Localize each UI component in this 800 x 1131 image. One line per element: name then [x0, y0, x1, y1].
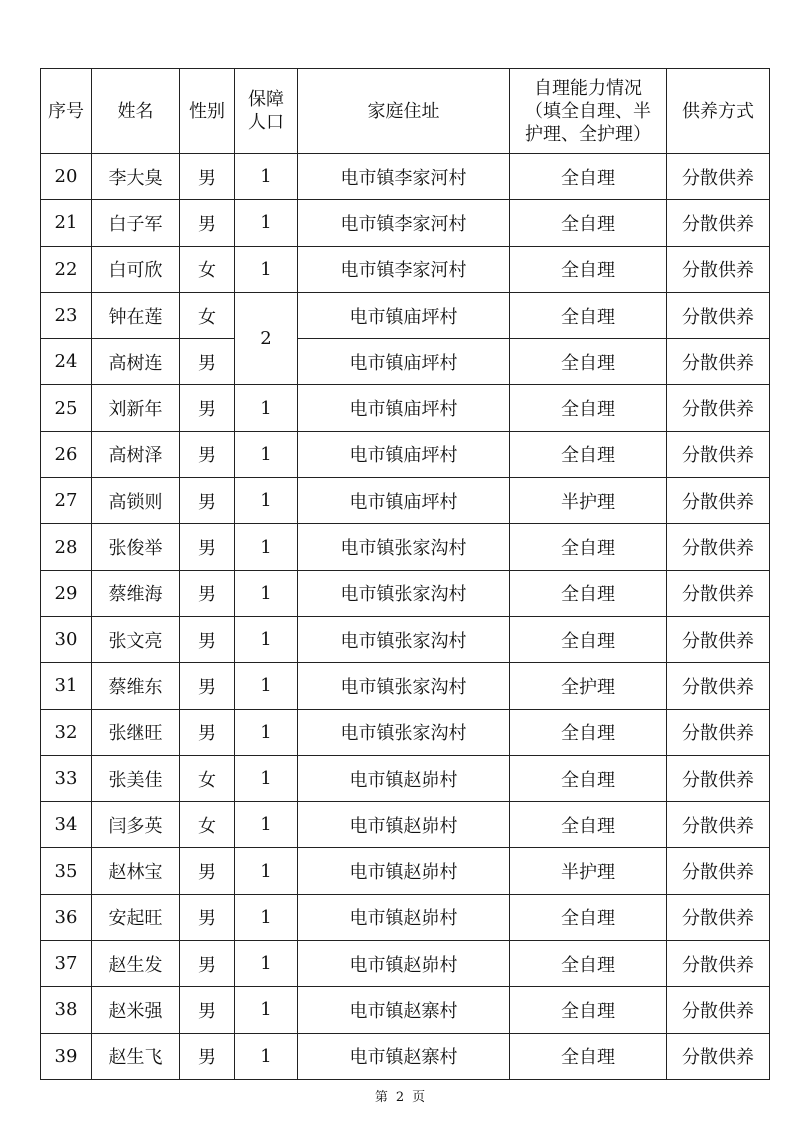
header-name: 姓名	[92, 69, 180, 154]
cell-population: 1	[235, 154, 298, 200]
cell-ability: 全自理	[510, 616, 667, 662]
cell-seq: 25	[41, 385, 92, 431]
cell-seq: 27	[41, 478, 92, 524]
cell-seq: 24	[41, 339, 92, 385]
cell-address: 电市镇赵寨村	[298, 1033, 510, 1079]
cell-name: 赵生飞	[92, 1033, 180, 1079]
cell-name: 张继旺	[92, 709, 180, 755]
cell-population: 1	[235, 570, 298, 616]
cell-gender: 男	[180, 200, 235, 246]
cell-seq: 31	[41, 663, 92, 709]
cell-name: 赵生发	[92, 941, 180, 987]
cell-name: 李大臭	[92, 154, 180, 200]
cell-population: 1	[235, 478, 298, 524]
header-support: 供养方式	[667, 69, 770, 154]
cell-ability: 全自理	[510, 987, 667, 1033]
cell-seq: 34	[41, 802, 92, 848]
cell-ability: 全自理	[510, 570, 667, 616]
header-population-line: 保障	[248, 89, 284, 110]
cell-support: 分散供养	[667, 154, 770, 200]
header-ability-line: 自理能力情况	[534, 77, 642, 99]
cell-support: 分散供养	[667, 524, 770, 570]
table-row	[41, 339, 770, 385]
cell-ability: 半护理	[510, 848, 667, 894]
table-row	[41, 154, 770, 200]
cell-gender: 女	[180, 292, 235, 338]
cell-seq: 28	[41, 524, 92, 570]
header-ability-line: （填全自理、半	[525, 100, 651, 122]
table-row	[41, 941, 770, 987]
cell-population: 1	[235, 616, 298, 662]
cell-support: 分散供养	[667, 1033, 770, 1079]
cell-name: 安起旺	[92, 894, 180, 940]
cell-population: 1	[235, 894, 298, 940]
cell-gender: 女	[180, 246, 235, 292]
cell-ability: 全自理	[510, 292, 667, 338]
cell-name: 闫多英	[92, 802, 180, 848]
cell-ability: 全自理	[510, 802, 667, 848]
page-number	[0, 1086, 800, 1105]
cell-name: 赵米强	[92, 987, 180, 1033]
cell-gender: 女	[180, 755, 235, 801]
cell-ability: 全自理	[510, 894, 667, 940]
cell-gender: 男	[180, 339, 235, 385]
cell-address: 电市镇李家河村	[298, 246, 510, 292]
cell-seq: 32	[41, 709, 92, 755]
cell-address: 电市镇赵寨村	[298, 987, 510, 1033]
cell-gender: 男	[180, 570, 235, 616]
cell-name: 蔡维海	[92, 570, 180, 616]
cell-seq: 29	[41, 570, 92, 616]
cell-name: 张文亮	[92, 616, 180, 662]
cell-support: 分散供养	[667, 709, 770, 755]
cell-name: 高锁则	[92, 478, 180, 524]
cell-ability: 全护理	[510, 663, 667, 709]
cell-address: 电市镇李家河村	[298, 154, 510, 200]
cell-support: 分散供养	[667, 570, 770, 616]
cell-gender: 男	[180, 987, 235, 1033]
table-row	[41, 1033, 770, 1079]
table-row	[41, 431, 770, 477]
cell-population: 1	[235, 755, 298, 801]
cell-population: 1	[235, 431, 298, 477]
cell-support: 分散供养	[667, 848, 770, 894]
cell-gender: 男	[180, 524, 235, 570]
cell-seq: 23	[41, 292, 92, 338]
cell-address: 电市镇庙坪村	[298, 431, 510, 477]
cell-name: 白可欣	[92, 246, 180, 292]
cell-gender: 男	[180, 894, 235, 940]
cell-gender: 男	[180, 941, 235, 987]
cell-seq: 21	[41, 200, 92, 246]
table-row	[41, 292, 770, 338]
table-row	[41, 894, 770, 940]
table-row	[41, 616, 770, 662]
cell-ability: 全自理	[510, 1033, 667, 1079]
cell-address: 电市镇李家河村	[298, 200, 510, 246]
page-suffix: 页	[412, 1090, 426, 1105]
cell-seq: 30	[41, 616, 92, 662]
cell-gender: 男	[180, 616, 235, 662]
header-row	[41, 69, 770, 154]
cell-seq: 33	[41, 755, 92, 801]
cell-seq: 35	[41, 848, 92, 894]
cell-name: 张美佳	[92, 755, 180, 801]
cell-ability: 全自理	[510, 339, 667, 385]
cell-gender: 男	[180, 709, 235, 755]
cell-ability: 全自理	[510, 200, 667, 246]
cell-support: 分散供养	[667, 663, 770, 709]
header-ability	[510, 69, 667, 154]
cell-population: 1	[235, 1033, 298, 1079]
cell-support: 分散供养	[667, 478, 770, 524]
cell-gender: 男	[180, 663, 235, 709]
cell-gender: 男	[180, 478, 235, 524]
cell-support: 分散供养	[667, 292, 770, 338]
cell-population: 1	[235, 802, 298, 848]
cell-population: 1	[235, 524, 298, 570]
cell-population: 1	[235, 941, 298, 987]
header-seq: 序号	[41, 69, 92, 154]
cell-support: 分散供养	[667, 941, 770, 987]
cell-population: 1	[235, 663, 298, 709]
cell-seq: 39	[41, 1033, 92, 1079]
cell-address: 电市镇张家沟村	[298, 524, 510, 570]
cell-gender: 男	[180, 1033, 235, 1079]
cell-seq: 36	[41, 894, 92, 940]
cell-population: 1	[235, 987, 298, 1033]
page-prefix: 第	[374, 1090, 388, 1105]
cell-support: 分散供养	[667, 802, 770, 848]
cell-address: 电市镇张家沟村	[298, 709, 510, 755]
cell-population: 1	[235, 246, 298, 292]
cell-gender: 男	[180, 154, 235, 200]
cell-population: 1	[235, 385, 298, 431]
cell-seq: 38	[41, 987, 92, 1033]
cell-support: 分散供养	[667, 200, 770, 246]
cell-name: 张俊举	[92, 524, 180, 570]
cell-name: 蔡维东	[92, 663, 180, 709]
cell-support: 分散供养	[667, 755, 770, 801]
cell-address: 电市镇赵峁村	[298, 894, 510, 940]
cell-ability: 全自理	[510, 431, 667, 477]
cell-gender: 男	[180, 431, 235, 477]
cell-population-merged: 2	[235, 292, 298, 385]
header-population	[235, 69, 298, 154]
cell-address: 电市镇张家沟村	[298, 570, 510, 616]
cell-seq: 26	[41, 431, 92, 477]
table-row	[41, 478, 770, 524]
cell-name: 高树连	[92, 339, 180, 385]
cell-name: 赵林宝	[92, 848, 180, 894]
cell-ability: 全自理	[510, 246, 667, 292]
cell-seq: 22	[41, 246, 92, 292]
cell-ability: 全自理	[510, 385, 667, 431]
cell-address: 电市镇张家沟村	[298, 616, 510, 662]
cell-gender: 男	[180, 848, 235, 894]
table-row	[41, 246, 770, 292]
cell-address: 电市镇庙坪村	[298, 478, 510, 524]
page-value: 2	[395, 1090, 405, 1105]
cell-ability: 全自理	[510, 941, 667, 987]
cell-ability: 全自理	[510, 755, 667, 801]
cell-support: 分散供养	[667, 339, 770, 385]
table-row	[41, 755, 770, 801]
cell-address: 电市镇赵峁村	[298, 755, 510, 801]
header-address: 家庭住址	[298, 69, 510, 154]
cell-support: 分散供养	[667, 385, 770, 431]
table-row	[41, 570, 770, 616]
cell-population: 1	[235, 848, 298, 894]
roster-table	[40, 68, 770, 1080]
cell-address: 电市镇赵峁村	[298, 802, 510, 848]
header-population-line: 人口	[248, 112, 284, 133]
cell-ability: 全自理	[510, 154, 667, 200]
table-row	[41, 385, 770, 431]
table-row	[41, 802, 770, 848]
table-row	[41, 524, 770, 570]
cell-seq: 20	[41, 154, 92, 200]
cell-ability: 全自理	[510, 709, 667, 755]
table-row	[41, 987, 770, 1033]
table-row	[41, 848, 770, 894]
cell-population: 1	[235, 200, 298, 246]
cell-name: 刘新年	[92, 385, 180, 431]
cell-support: 分散供养	[667, 616, 770, 662]
cell-seq: 37	[41, 941, 92, 987]
cell-address: 电市镇庙坪村	[298, 339, 510, 385]
table-row	[41, 200, 770, 246]
cell-name: 白子军	[92, 200, 180, 246]
table-row	[41, 709, 770, 755]
header-gender: 性别	[180, 69, 235, 154]
cell-gender: 女	[180, 802, 235, 848]
cell-support: 分散供养	[667, 431, 770, 477]
table-row	[41, 663, 770, 709]
cell-support: 分散供养	[667, 246, 770, 292]
cell-address: 电市镇赵峁村	[298, 848, 510, 894]
cell-ability: 全自理	[510, 524, 667, 570]
cell-name: 高树泽	[92, 431, 180, 477]
cell-population: 1	[235, 709, 298, 755]
cell-support: 分散供养	[667, 894, 770, 940]
cell-support: 分散供养	[667, 987, 770, 1033]
cell-address: 电市镇庙坪村	[298, 292, 510, 338]
header-ability-line: 护理、全护理）	[525, 123, 651, 145]
cell-gender: 男	[180, 385, 235, 431]
cell-name: 钟在莲	[92, 292, 180, 338]
cell-address: 电市镇庙坪村	[298, 385, 510, 431]
cell-address: 电市镇赵峁村	[298, 941, 510, 987]
cell-ability: 半护理	[510, 478, 667, 524]
cell-address: 电市镇张家沟村	[298, 663, 510, 709]
